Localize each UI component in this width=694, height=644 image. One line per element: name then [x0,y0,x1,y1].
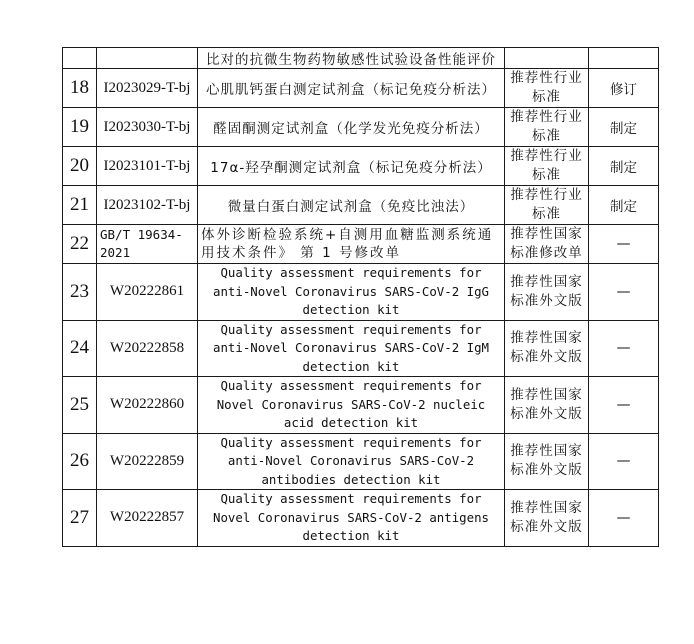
standard-type: 推荐性国家标准外文版 [505,320,589,377]
table-row [63,433,659,490]
revision-kind: 制定 [589,186,659,225]
standard-type: 推荐性国家标准外文版 [505,264,589,321]
standard-type: 推荐性行业标准 [505,186,589,225]
row-number: 18 [63,69,97,108]
standard-type: 推荐性国家标准外文版 [505,377,589,434]
standard-name: 微量白蛋白测定试剂盒（免疫比浊法） [198,186,505,225]
cell-code-empty [97,48,198,69]
standard-name: Quality assessment requirements for anti-Novel Coronavirus SARS-CoV-2 antibodies detection kit [198,433,505,490]
table-row [63,490,659,547]
standard-code: GB/T 19634-2021 [97,225,198,264]
standard-code: W20222861 [97,264,198,321]
table-row-continued [63,48,659,69]
standard-code: I2023101-T-bj [97,147,198,186]
row-number: 22 [63,225,97,264]
revision-kind: 制定 [589,147,659,186]
standard-name: Quality assessment requirements for anti-Novel Coronavirus SARS-CoV-2 IgG detection kit [198,264,505,321]
standard-type: 推荐性行业标准 [505,69,589,108]
table-row [63,320,659,377]
table-row [63,377,659,434]
row-number: 24 [63,320,97,377]
table-row [63,225,659,264]
row-number: 20 [63,147,97,186]
revision-kind: — [589,264,659,321]
cell-no-empty [63,48,97,69]
revision-kind: — [589,320,659,377]
standard-name: Quality assessment requirements for anti-Novel Coronavirus SARS-CoV-2 IgM detection kit [198,320,505,377]
standard-name: 17α-羟孕酮测定试剂盒（标记免疫分析法） [198,147,505,186]
continued-name-cell: 比对的抗微生物药物敏感性试验设备性能评价 [198,48,505,69]
standard-code: I2023030-T-bj [97,108,198,147]
standard-type: 推荐性行业标准 [505,147,589,186]
standard-name: 体外诊断检验系统+自测用血糖监测系统通用技术条件》 第 1 号修改单 [198,225,505,264]
standard-code: W20222858 [97,320,198,377]
table-row [63,69,659,108]
standard-code: I2023102-T-bj [97,186,198,225]
standard-name: Quality assessment requirements for Novel Coronavirus SARS-CoV-2 antigens detection kit [198,490,505,547]
row-number: 25 [63,377,97,434]
standard-type: 推荐性国家标准外文版 [505,490,589,547]
revision-kind: — [589,433,659,490]
standard-name: Quality assessment requirements for Novel Coronavirus SARS-CoV-2 nucleic acid detection kit [198,377,505,434]
revision-kind: — [589,377,659,434]
standards-table [62,47,659,547]
table-row [63,108,659,147]
standard-name: 心肌肌钙蛋白测定试剂盒（标记免疫分析法） [198,69,505,108]
standard-name: 醛固酮测定试剂盒（化学发光免疫分析法） [198,108,505,147]
standard-code: W20222859 [97,433,198,490]
standard-code: W20222857 [97,490,198,547]
row-number: 21 [63,186,97,225]
standard-code: W20222860 [97,377,198,434]
row-number: 26 [63,433,97,490]
revision-kind: — [589,225,659,264]
standard-type: 推荐性国家标准外文版 [505,433,589,490]
table-row [63,264,659,321]
cell-type-empty [505,48,589,69]
standard-type: 推荐性国家标准修改单 [505,225,589,264]
row-number: 27 [63,490,97,547]
cell-kind-empty [589,48,659,69]
table-row [63,147,659,186]
standard-type: 推荐性行业标准 [505,108,589,147]
row-number: 23 [63,264,97,321]
table-row [63,186,659,225]
revision-kind: 制定 [589,108,659,147]
standard-code: I2023029-T-bj [97,69,198,108]
revision-kind: — [589,490,659,547]
row-number: 19 [63,108,97,147]
revision-kind: 修订 [589,69,659,108]
